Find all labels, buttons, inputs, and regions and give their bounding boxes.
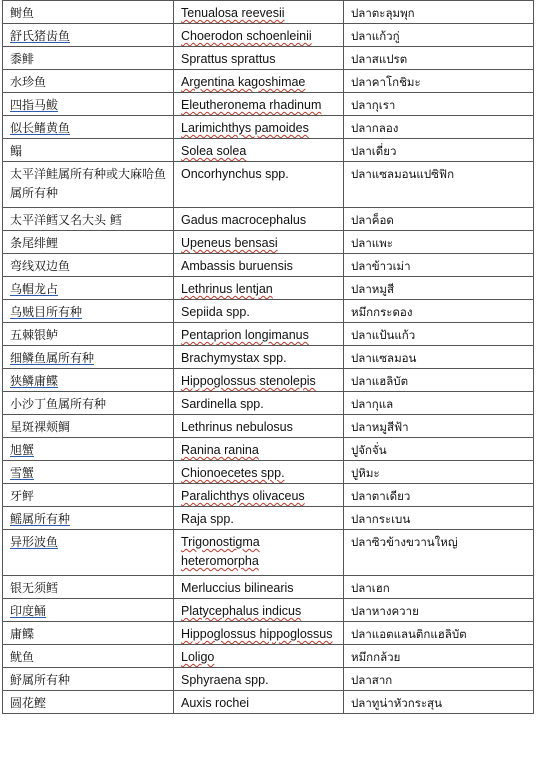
chinese-name-cell	[3, 323, 174, 346]
table-row	[3, 645, 534, 668]
chinese-name-cell-text: 鱿鱼	[10, 650, 35, 664]
scientific-name-cell	[174, 691, 344, 714]
thai-name-cell	[344, 576, 534, 599]
thai-name-cell	[344, 645, 534, 668]
thai-name-cell-text: ปลาแป้นแก้ว	[351, 328, 416, 342]
thai-name-cell-text: ปลาทูน่าหัวกระสุน	[351, 696, 442, 710]
scientific-name-cell-text: Loligo	[181, 650, 215, 664]
thai-name-cell-text: ปลากุเรา	[351, 98, 396, 112]
chinese-name-cell-text: 鳐属所有种	[10, 512, 71, 526]
table-row	[3, 507, 534, 530]
thai-name-cell	[344, 461, 534, 484]
chinese-name-cell-text: 旭蟹	[10, 443, 35, 457]
scientific-name-cell-text: Upeneus bensasi	[181, 236, 278, 250]
scientific-name-cell-text: Brachymystax spp.	[181, 351, 287, 365]
table-row	[3, 691, 534, 714]
scientific-name-cell-text: Trigonostigma heteromorpha	[181, 535, 260, 568]
thai-name-cell	[344, 369, 534, 392]
chinese-name-cell-text: 弯线双边鱼	[10, 259, 71, 273]
scientific-name-cell	[174, 300, 344, 323]
thai-name-cell	[344, 668, 534, 691]
scientific-name-cell	[174, 93, 344, 116]
chinese-name-cell	[3, 691, 174, 714]
scientific-name-cell-text: Oncorhynchus spp.	[181, 167, 289, 181]
chinese-name-cell-text: 狭鳞庸鲽	[10, 374, 59, 388]
chinese-name-cell	[3, 415, 174, 438]
scientific-name-cell	[174, 576, 344, 599]
chinese-name-cell	[3, 277, 174, 300]
table-row	[3, 300, 534, 323]
thai-name-cell-text: ปลาหมูสีฟ้า	[351, 420, 409, 434]
thai-name-cell	[344, 300, 534, 323]
chinese-name-cell	[3, 47, 174, 70]
chinese-name-cell	[3, 93, 174, 116]
thai-name-cell	[344, 277, 534, 300]
chinese-name-cell-text: 圆花鲣	[10, 696, 47, 710]
thai-name-cell-text: ปลาตะลุมพุก	[351, 6, 415, 20]
thai-name-cell-text: ปลาแอตแลนติกแฮลิบัต	[351, 627, 467, 641]
scientific-name-cell	[174, 139, 344, 162]
scientific-name-cell-text: Hippoglossus hippoglossus	[181, 627, 333, 641]
table-row	[3, 323, 534, 346]
chinese-name-cell-text: 魣属所有种	[10, 673, 71, 687]
thai-name-cell	[344, 438, 534, 461]
thai-name-cell-text: ปลาหางควาย	[351, 604, 419, 618]
thai-name-cell	[344, 530, 534, 576]
table-row	[3, 208, 534, 231]
scientific-name-cell	[174, 254, 344, 277]
table-row	[3, 622, 534, 645]
chinese-name-cell	[3, 507, 174, 530]
chinese-name-cell-text: 太平洋鲑属所有种或大麻哈鱼属所有种	[10, 167, 167, 200]
scientific-name-cell-text: Auxis rochei	[181, 696, 250, 710]
scientific-name-cell-text: Lethrinus lentjan	[181, 282, 273, 296]
thai-name-cell-text: ปลาแซลมอนแปซิฟิก	[351, 167, 455, 181]
thai-name-cell	[344, 507, 534, 530]
species-table-body	[3, 1, 534, 714]
thai-name-cell-text: ปลากระเบน	[351, 512, 411, 526]
scientific-name-cell	[174, 346, 344, 369]
chinese-name-cell-text: 星斑裸颊鲷	[10, 420, 71, 434]
chinese-name-cell	[3, 530, 174, 576]
thai-name-cell-text: ปลาคาโกชิมะ	[351, 75, 421, 89]
thai-name-cell	[344, 346, 534, 369]
table-row	[3, 162, 534, 208]
chinese-name-cell-text: 舒氏猪齿鱼	[10, 29, 71, 43]
chinese-name-cell	[3, 576, 174, 599]
chinese-name-cell-text: 四指马鲅	[10, 98, 59, 112]
chinese-name-cell	[3, 300, 174, 323]
chinese-name-cell	[3, 668, 174, 691]
thai-name-cell	[344, 93, 534, 116]
thai-name-cell	[344, 622, 534, 645]
thai-name-cell-text: ปูจักจั่น	[351, 443, 387, 457]
table-row	[3, 415, 534, 438]
thai-name-cell	[344, 392, 534, 415]
thai-name-cell	[344, 415, 534, 438]
scientific-name-cell	[174, 24, 344, 47]
thai-name-cell-text: ปลาสแปรต	[351, 52, 408, 66]
table-row	[3, 438, 534, 461]
thai-name-cell-text: ปูหิมะ	[351, 466, 380, 480]
chinese-name-cell-text: 鲥鱼	[10, 6, 35, 20]
chinese-name-cell-text: 乌贼目所有种	[10, 305, 83, 319]
scientific-name-cell-text: Eleutheronema rhadinum	[181, 98, 322, 112]
scientific-name-cell	[174, 1, 344, 24]
chinese-name-cell-text: 黍鲱	[10, 52, 35, 66]
thai-name-cell-text: ปลาหมูสี	[351, 282, 394, 296]
table-row	[3, 93, 534, 116]
table-row	[3, 668, 534, 691]
scientific-name-cell	[174, 484, 344, 507]
scientific-name-cell	[174, 162, 344, 208]
scientific-name-cell-text: Sprattus sprattus	[181, 52, 276, 66]
scientific-name-cell	[174, 438, 344, 461]
thai-name-cell	[344, 484, 534, 507]
chinese-name-cell	[3, 254, 174, 277]
chinese-name-cell	[3, 139, 174, 162]
thai-name-cell	[344, 323, 534, 346]
thai-name-cell	[344, 1, 534, 24]
scientific-name-cell-text: Solea solea	[181, 144, 247, 158]
chinese-name-cell	[3, 208, 174, 231]
chinese-name-cell	[3, 369, 174, 392]
table-row	[3, 484, 534, 507]
chinese-name-cell	[3, 484, 174, 507]
chinese-name-cell-text: 乌帽龙占	[10, 282, 59, 296]
table-row	[3, 231, 534, 254]
table-row	[3, 277, 534, 300]
scientific-name-cell	[174, 461, 344, 484]
chinese-name-cell	[3, 599, 174, 622]
scientific-name-cell-text: Platycephalus indicus	[181, 604, 302, 618]
thai-name-cell	[344, 24, 534, 47]
thai-name-cell-text: ปลากุแล	[351, 397, 394, 411]
thai-name-cell	[344, 231, 534, 254]
scientific-name-cell	[174, 70, 344, 93]
thai-name-cell	[344, 208, 534, 231]
scientific-name-cell	[174, 323, 344, 346]
scientific-name-cell-text: Pentaprion longimanus	[181, 328, 309, 342]
chinese-name-cell	[3, 392, 174, 415]
thai-name-cell-text: ปลาแก้วกู่	[351, 29, 400, 43]
scientific-name-cell	[174, 599, 344, 622]
thai-name-cell-text: ปลาค็อด	[351, 213, 394, 227]
scientific-name-cell-text: Ranina ranina	[181, 443, 259, 457]
scientific-name-cell	[174, 622, 344, 645]
scientific-name-cell-text: Ambassis buruensis	[181, 259, 293, 273]
scientific-name-cell-text: Sepiida spp.	[181, 305, 250, 319]
scientific-name-cell-text: Chionoecetes spp.	[181, 466, 285, 480]
table-row	[3, 24, 534, 47]
thai-name-cell-text: ปลาแฮลิบัต	[351, 374, 409, 388]
scientific-name-cell-text: Choerodon schoenleinii	[181, 29, 312, 43]
thai-name-cell	[344, 691, 534, 714]
table-row	[3, 47, 534, 70]
thai-name-cell-text: ปลาตาเดียว	[351, 489, 411, 503]
thai-name-cell-text: ปลาเดี่ยว	[351, 144, 397, 158]
chinese-name-cell-text: 水珍鱼	[10, 75, 47, 89]
chinese-name-cell-text: 小沙丁鱼属所有种	[10, 397, 107, 411]
table-row	[3, 530, 534, 576]
table-row	[3, 461, 534, 484]
chinese-name-cell	[3, 622, 174, 645]
chinese-name-cell-text: 似长鳍黄鱼	[10, 121, 71, 135]
chinese-name-cell-text: 印度鲬	[10, 604, 47, 618]
thai-name-cell-text: ปลากลอง	[351, 121, 399, 135]
scientific-name-cell-text: Lethrinus nebulosus	[181, 420, 293, 434]
table-row	[3, 139, 534, 162]
chinese-name-cell-text: 五棘银鲈	[10, 328, 59, 342]
scientific-name-cell-text: Gadus macrocephalus	[181, 213, 307, 227]
chinese-name-cell	[3, 116, 174, 139]
scientific-name-cell	[174, 47, 344, 70]
chinese-name-cell-text: 异形波鱼	[10, 535, 59, 549]
scientific-name-cell-text: Sphyraena spp.	[181, 673, 269, 687]
thai-name-cell-text: ปลาแซลมอน	[351, 351, 417, 365]
table-row	[3, 1, 534, 24]
thai-name-cell	[344, 599, 534, 622]
table-row	[3, 392, 534, 415]
thai-name-cell-text: ปลาซิวข้างขวานใหญ่	[351, 535, 458, 549]
thai-name-cell	[344, 116, 534, 139]
chinese-name-cell-text: 细鳞鱼属所有种	[10, 351, 95, 365]
thai-name-cell	[344, 47, 534, 70]
thai-name-cell	[344, 162, 534, 208]
thai-name-cell-text: หมึกกล้วย	[351, 650, 401, 664]
table-row	[3, 369, 534, 392]
chinese-name-cell	[3, 162, 174, 208]
scientific-name-cell-text: Paralichthys olivaceus	[181, 489, 305, 503]
table-row	[3, 346, 534, 369]
table-row	[3, 599, 534, 622]
scientific-name-cell	[174, 668, 344, 691]
chinese-name-cell	[3, 231, 174, 254]
scientific-name-cell	[174, 277, 344, 300]
scientific-name-cell	[174, 231, 344, 254]
chinese-name-cell-text: 牙鲆	[10, 489, 35, 503]
chinese-name-cell	[3, 1, 174, 24]
thai-name-cell-text: ปลาเฮก	[351, 581, 390, 595]
scientific-name-cell	[174, 507, 344, 530]
chinese-name-cell	[3, 438, 174, 461]
scientific-name-cell	[174, 415, 344, 438]
chinese-name-cell	[3, 24, 174, 47]
chinese-name-cell	[3, 645, 174, 668]
chinese-name-cell	[3, 461, 174, 484]
scientific-name-cell	[174, 392, 344, 415]
chinese-name-cell-text: 条尾绯鲤	[10, 236, 59, 250]
chinese-name-cell	[3, 346, 174, 369]
scientific-name-cell-text: Hippoglossus stenolepis	[181, 374, 316, 388]
scientific-name-cell	[174, 645, 344, 668]
table-row	[3, 254, 534, 277]
scientific-name-cell-text: Argentina kagoshimae	[181, 75, 306, 89]
scientific-name-cell-text: Merluccius bilinearis	[181, 581, 294, 595]
scientific-name-cell	[174, 369, 344, 392]
chinese-name-cell-text: 庸鲽	[10, 627, 35, 641]
chinese-name-cell-text: 银无须鳕	[10, 581, 59, 595]
thai-name-cell-text: หมึกกระดอง	[351, 305, 413, 319]
scientific-name-cell	[174, 116, 344, 139]
scientific-name-cell-text: Sardinella spp.	[181, 397, 264, 411]
scientific-name-cell-text: Larimichthys pamoides	[181, 121, 309, 135]
chinese-name-cell-text: 鳎	[10, 144, 23, 158]
thai-name-cell-text: ปลาแพะ	[351, 236, 393, 250]
scientific-name-cell-text: Raja spp.	[181, 512, 234, 526]
table-row	[3, 116, 534, 139]
table-row	[3, 70, 534, 93]
thai-name-cell	[344, 139, 534, 162]
scientific-name-cell	[174, 208, 344, 231]
table-row	[3, 576, 534, 599]
chinese-name-cell-text: 太平洋鳕又名大头 鳕	[10, 213, 122, 227]
thai-name-cell-text: ปลาสาก	[351, 673, 393, 687]
chinese-name-cell-text: 雪蟹	[10, 466, 35, 480]
thai-name-cell-text: ปลาข้าวเม่า	[351, 259, 411, 273]
species-table	[2, 0, 534, 714]
chinese-name-cell	[3, 70, 174, 93]
scientific-name-cell-text: Tenualosa reevesii	[181, 6, 285, 20]
scientific-name-cell	[174, 530, 344, 576]
thai-name-cell	[344, 254, 534, 277]
thai-name-cell	[344, 70, 534, 93]
